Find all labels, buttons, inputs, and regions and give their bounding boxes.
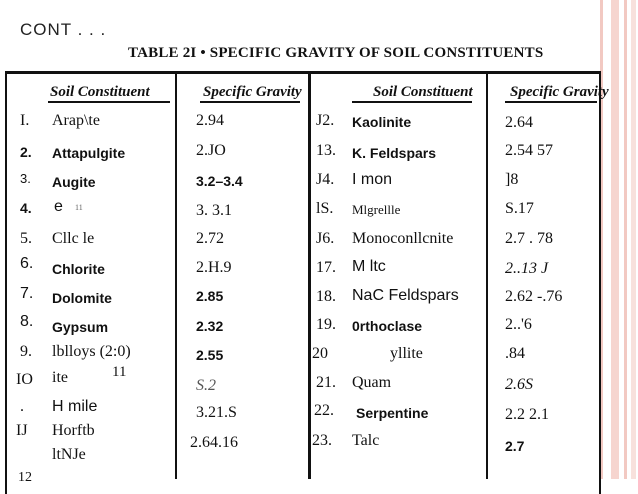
specific-gravity-value: 2.64.16 — [190, 434, 238, 451]
specific-gravity-value: 2.62 -.76 — [505, 288, 563, 305]
header-underline — [352, 101, 472, 103]
column-header-soil-constituent: Soil Constituent — [50, 84, 150, 100]
row-number: 9. — [20, 343, 32, 360]
column-header-specific-gravity: Specific Gravity — [203, 84, 302, 100]
constituent-name: K. Feldspars — [352, 145, 437, 161]
specific-gravity-value: S.17 — [505, 200, 534, 217]
row-number: 7. — [20, 285, 34, 302]
constituent-name: yllite — [390, 345, 423, 362]
specific-gravity-value: .84 — [505, 345, 525, 362]
constituent-name: e — [54, 198, 63, 215]
specific-gravity-value: 2.H.9 — [196, 259, 232, 276]
row-number: IO — [16, 371, 33, 388]
row-number: 5. — [20, 230, 32, 247]
row-number: IJ — [16, 422, 28, 439]
specific-gravity-value: 2.94 — [196, 112, 224, 129]
constituent-name: Mlgrellle — [352, 202, 401, 217]
constituent-name: Dolomite — [52, 290, 112, 306]
specific-gravity-value: 2.64 — [505, 114, 533, 131]
column-divider — [175, 71, 177, 479]
row-number: I. — [20, 112, 30, 129]
row-number: 18. — [316, 288, 336, 305]
column-divider — [486, 71, 488, 479]
specific-gravity-value: 2..'6 — [505, 316, 532, 333]
constituent-name: M ltc — [352, 258, 386, 275]
specific-gravity-value: S.2 — [196, 377, 216, 394]
constituent-name: Attapulgite — [52, 145, 126, 161]
row-number: J2. — [316, 112, 335, 129]
row-number: 20 — [312, 345, 328, 362]
header-underline — [200, 101, 300, 103]
constituent-name: ltNJe — [52, 446, 86, 463]
decor-stripe — [631, 0, 636, 479]
specific-gravity-value: 2.6S — [505, 376, 533, 393]
decor-stripe — [611, 0, 619, 479]
specific-gravity-value: 2.7 — [505, 438, 525, 454]
table-title: TABLE 2I • SPECIFIC GRAVITY OF SOIL CONSTITUENTS — [128, 45, 544, 61]
header-underline — [48, 101, 170, 103]
constituent-name: Chlorite — [52, 261, 105, 277]
specific-gravity-value: 2.54 57 — [505, 142, 553, 159]
row-number: 17. — [316, 259, 336, 276]
constituent-name: Arap\te — [52, 112, 100, 129]
row-number: 4. — [20, 200, 32, 216]
specific-gravity-value: 2..13 J — [505, 260, 549, 277]
specific-gravity-value: 3. 3.1 — [196, 202, 232, 219]
specific-gravity-value: 2.32 — [196, 318, 224, 334]
header-underline — [505, 101, 597, 103]
row-number: 3. — [20, 171, 31, 186]
constituent-name: NaC Feldspars — [352, 287, 459, 304]
specific-gravity-value: 2.55 — [196, 347, 224, 363]
row-number: . — [20, 398, 24, 415]
row-number: J6. — [316, 230, 335, 247]
row-number: 8. — [20, 313, 34, 330]
row-number: 13. — [316, 142, 336, 159]
constituent-name: lblloys (2:0) — [52, 343, 131, 360]
constituent-name: Kaolinite — [352, 114, 412, 130]
specific-gravity-value: 3.21.S — [196, 404, 237, 421]
constituent-name: Augite — [52, 174, 96, 190]
column-header-soil-constituent: Soil Constituent — [373, 84, 473, 100]
slide-heading: CONT . . . — [20, 20, 107, 39]
constituent-name: Quam — [352, 374, 392, 391]
specific-gravity-value: ]8 — [505, 171, 519, 188]
row-number: 23. — [312, 432, 332, 449]
constituent-name: Gypsum — [52, 319, 109, 335]
constituent-name: H mile — [52, 398, 98, 415]
constituent-name: I mon — [352, 171, 393, 188]
constituent-name: Monoconllcnite — [352, 230, 454, 247]
row-number: 21. — [316, 374, 336, 391]
row-number: 12 — [18, 470, 32, 485]
faint-mark: 11 — [112, 364, 127, 380]
constituent-name: Serpentine — [356, 405, 429, 421]
specific-gravity-value: 2.7 . 78 — [505, 230, 553, 247]
specific-gravity-value: 3.2–3.4 — [196, 173, 243, 189]
row-number: J4. — [316, 171, 335, 188]
row-number: 6. — [20, 255, 34, 272]
specific-gravity-value: 2.2 2.1 — [505, 406, 549, 423]
constituent-name: Cllc le — [52, 230, 95, 247]
column-header-specific-gravity: Specific Gravity — [510, 84, 609, 100]
column-divider — [308, 71, 311, 479]
decor-stripe — [624, 0, 627, 479]
row-number: 22. — [314, 402, 334, 419]
constituent-name: ite — [52, 369, 68, 386]
specific-gravity-value: 2.72 — [196, 230, 224, 247]
constituent-name: Talc — [352, 432, 380, 449]
constituent-name: 0rthoclase — [352, 318, 423, 334]
row-number: lS. — [316, 200, 334, 217]
specific-gravity-value: 2.85 — [196, 288, 224, 304]
faint-mark: 11 — [75, 203, 83, 212]
row-number: 19. — [316, 316, 336, 333]
constituent-name: Horftb — [52, 422, 95, 439]
specific-gravity-value: 2.JO — [196, 142, 226, 159]
row-number: 2. — [20, 144, 32, 160]
